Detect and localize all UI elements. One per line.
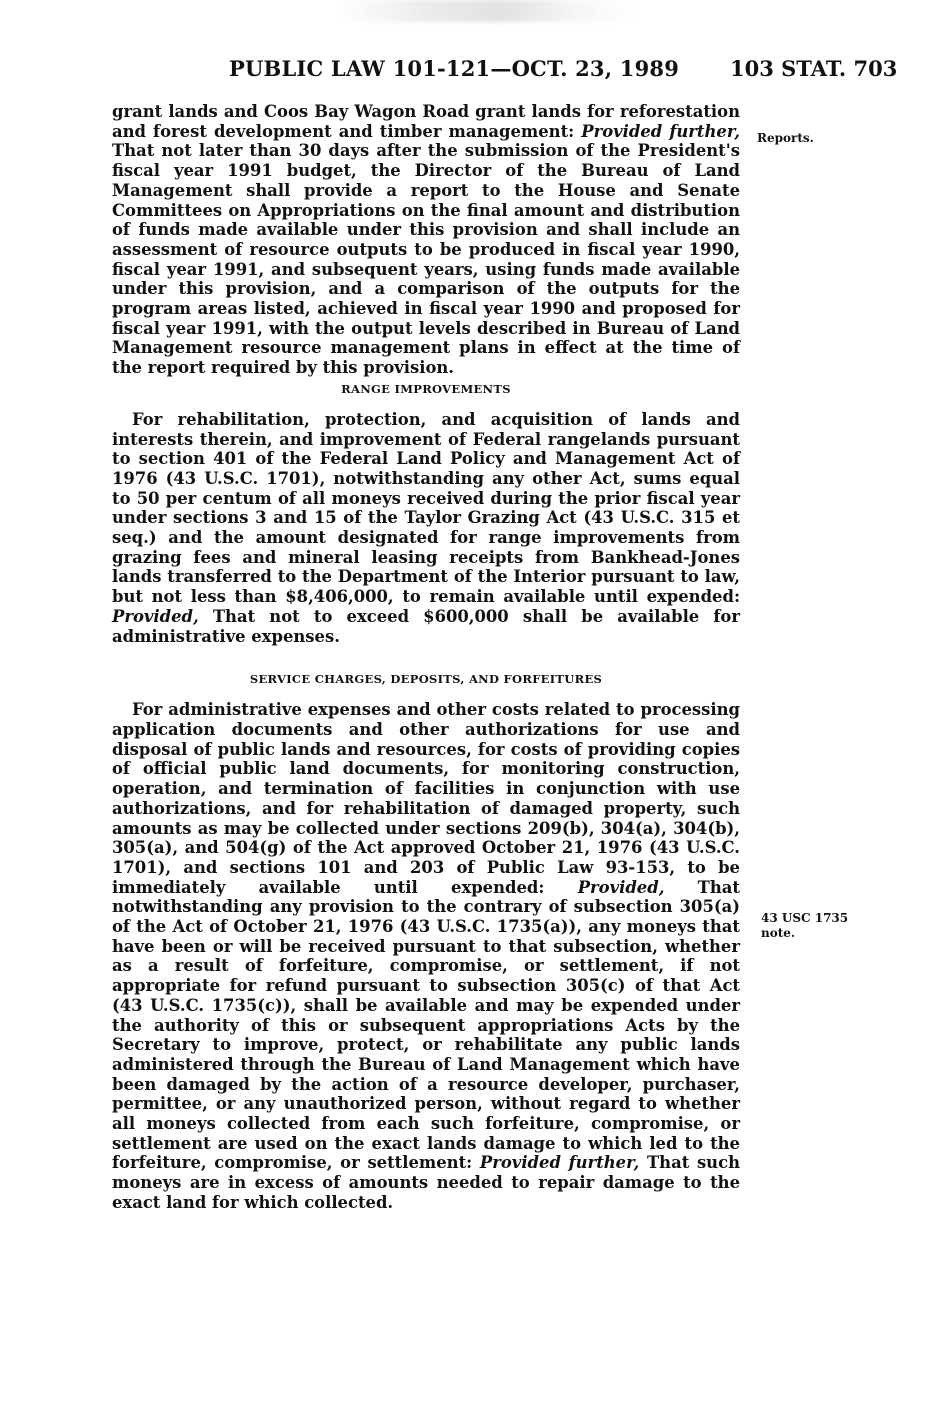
heading-service-charges: SERVICE CHARGES, DEPOSITS, AND FORFEITURES xyxy=(249,672,603,687)
margin-note-usc-line2: note. xyxy=(761,926,796,940)
italic-proviso: Provided further, xyxy=(581,121,740,141)
italic-proviso: Provided, xyxy=(112,606,199,626)
text-run: For rehabilitation, protection, and acquisition of lands and interests therein, and improvement of Federal rangelands pursuant to section 401 of the Federal Land Policy and Management Act of 1976 (43 U.S.C. 1701), notwithstanding any other Act, sums equal to 50 per centum of all moneys received during the prior fiscal year under sections 3 and 15 of the Taylor Grazing Act (43 U.S.C. 315 et seq.) and the amount designated for range improvements from grazing fees and mineral leasing receipts from Bankhead-Jones lands transferred to the Department of the Interior pursuant to law, but not less than $8,406,000, to remain available until expended: xyxy=(112,409,740,607)
paragraph-continuation xyxy=(112,102,740,378)
margin-note-reports: Reports. xyxy=(757,131,814,145)
header-title: PUBLIC LAW 101-121—OCT. 23, 1989 xyxy=(229,56,680,81)
italic-proviso: Provided further, xyxy=(479,1153,640,1173)
text-run: grant lands and Coos Bay Wagon Road grant lands for reforestation and forest development and timber management: xyxy=(112,102,740,141)
paragraph-service-charges xyxy=(112,700,740,1212)
text-run: That such moneys are in excess of amounts needed to repair damage to the exact land for which collected. xyxy=(112,1153,740,1212)
margin-note-usc xyxy=(761,911,848,941)
scan-smudge xyxy=(336,0,636,22)
margin-note-usc-line1: 43 USC 1735 xyxy=(761,911,849,925)
italic-proviso: Provided, xyxy=(577,877,665,897)
text-run: For administrative expenses and other costs related to processing application documents and other authorizations for use and disposal of public lands and resources, for costs of providing copies of official public land documents, for monitoring construction, operation, and termination of facilities in conjunction with use authorizations, and for rehabilitation of damaged property, such amounts as may be collected under sections 209(b), 304(a), 304(b), 305(a), and 504(g) of the Act approved October 21, 1976 (43 U.S.C. 1701), and sections 101 and 203 of Public Law 93-153, to be immediately available until expended: xyxy=(112,700,740,897)
text-run: That not to exceed $600,000 shall be available for administrative expenses. xyxy=(112,606,740,646)
text-run: That not later than 30 days after the submission of the President's fiscal year 1991 budget, the Director of the Bureau of Land Management shall provide a report to the House and Senate Committees on Appropriations on the final amount and distribution of funds made available under this provision and shall include an assessment of resource outputs to be produced in fiscal year 1990, fiscal year 1991, and subsequent years, using funds made available under this provision, and a comparison of the outputs for the program areas listed, achieved in fiscal year 1990 and proposed for fiscal year 1991, with the output levels described in Bureau of Land Management resource management plans in effect at the time of the report required by this provision. xyxy=(112,141,740,378)
paragraph-range-improvements xyxy=(112,410,740,646)
body-text xyxy=(112,102,740,1213)
heading-range-improvements: RANGE IMPROVEMENTS xyxy=(341,381,511,396)
header-page-ref: 103 STAT. 703 xyxy=(730,56,898,81)
text-run: That notwithstanding any provision to the contrary of subsection 305(a) of the Act of October 21, 1976 (43 U.S.C. 1735(a)), any moneys that have been or will be received pursuant to that subsection, whether as a result of forfeiture, compromise, or settlement, if not appropriate for refund pursuant to subsection 305(c) of that Act (43 U.S.C. 1735(c)), shall be available and may be expended under the authority of this or subsequent appropriations Acts by the Secretary to improve, protect, or rehabilitate any public lands administered through the Bureau of Land Management which have been damaged by the action of a resource developer, purchaser, permittee, or any unauthorized person, without regard to whether all moneys collected from each such forfeiture, compromise, or settlement are used on the exact lands damage to which led to the forfeiture, compromise, or settlement: xyxy=(112,877,740,1173)
running-header xyxy=(0,50,947,84)
